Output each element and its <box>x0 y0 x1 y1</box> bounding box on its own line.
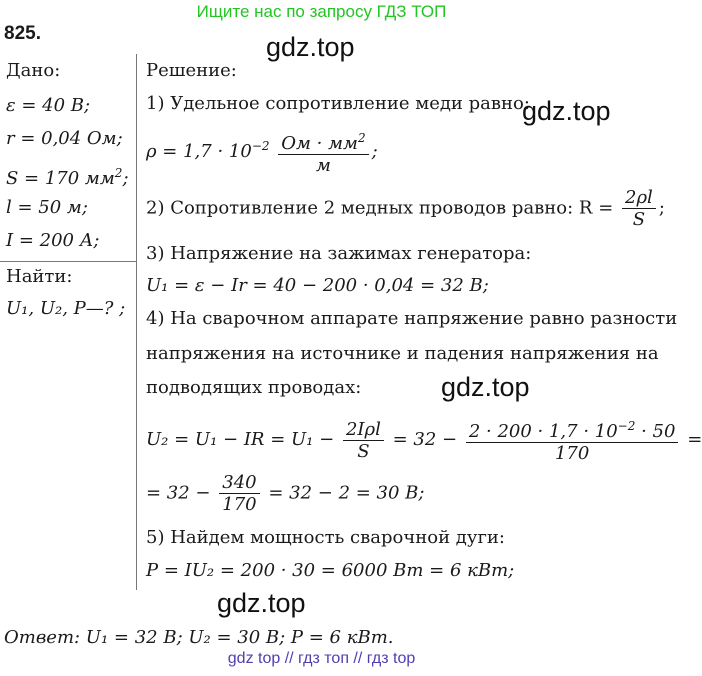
given-eps: ε = 40 В; <box>6 95 91 116</box>
watermark: gdz.top <box>441 372 530 402</box>
footer-links[interactable]: gdz top // гдз топ // гдз top <box>227 650 416 667</box>
step-3: 3) Напряжение на зажимах генератора: <box>146 243 532 264</box>
step-4-line-3: подводящих проводах: <box>146 377 362 398</box>
find-title: Найти: <box>6 266 73 287</box>
watermark: gdz.top <box>522 96 611 126</box>
watermark: gdz.top <box>266 32 355 62</box>
formula-U2-continued: = 32 − $\frac{340}{170}$ = 32 − 2 = 30 В; <box>146 472 425 515</box>
formula-rho: $\rho = 1,7 \cdot 10^{-2}$ $\frac{Ом \cdot мм^2}{м}$ ; <box>146 128 378 176</box>
formula-P: P = IU₂ = 200 · 30 = 6000 Вт = 6 кВт; <box>146 560 515 581</box>
given-I: I = 200 А; <box>6 230 100 251</box>
given-r: r = 0,04 Ом; <box>6 128 123 149</box>
step-5: 5) Найдем мощность сварочной дуги: <box>146 527 505 548</box>
step-1: 1) Удельное сопротивление меди равно: <box>146 93 530 114</box>
problem-number: 825. <box>4 23 41 44</box>
step-4-line-1: 4) На сварочном аппарате напряжение равно разности <box>146 308 678 329</box>
step-2: 2) Сопротивление 2 медных проводов равно: R = $\frac{2\rho l}{S}$ ; <box>146 187 665 230</box>
formula-U2: U₂ = U₁ − IR = U₁ − $\frac{\text{2Iρl}}{S}$ = 32 − $\frac{2 \cdot 200 \cdot 1,7 \cdot 10^{-2} \cdot 50}{170}$ = <box>146 416 702 464</box>
watermark: gdz.top <box>217 588 306 618</box>
formula-U1: U₁ = ε − Ir = 40 − 200 · 0,04 = 32 В; <box>146 275 489 296</box>
column-divider <box>136 54 137 590</box>
step-4-line-2: напряжения на источнике и падения напряжения на <box>146 343 659 364</box>
given-divider <box>0 261 137 262</box>
find-text: U₁, U₂, P—? ; <box>6 298 126 319</box>
search-banner: Ищите нас по запросу ГДЗ ТОП <box>196 2 447 21</box>
given-l: l = 50 м; <box>6 197 88 218</box>
answer: Ответ: U₁ = 32 В; U₂ = 30 В; P = 6 кВт. <box>4 627 394 648</box>
given-S: S = 170 $мм^2$; <box>6 166 129 189</box>
solution-title: Решение: <box>146 60 237 81</box>
given-title: Дано: <box>6 60 61 81</box>
